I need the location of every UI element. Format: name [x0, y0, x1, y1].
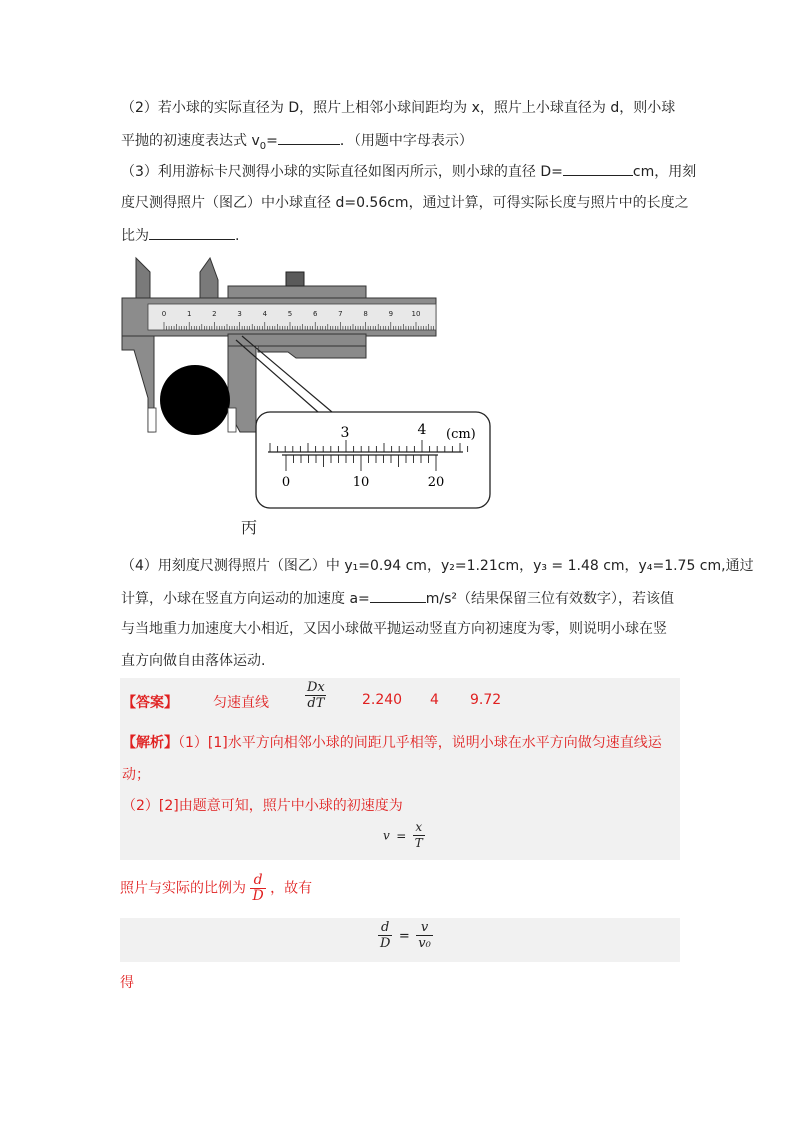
upper-fixed-jaw: [136, 258, 150, 298]
eq1-op: =: [396, 828, 407, 843]
q4-line2-suffix: m/s²（结果保留三位有效数字），若该值: [425, 591, 675, 607]
analysis-p1-line2: 动；: [122, 767, 150, 783]
q2-line2-sub: 0: [259, 140, 267, 152]
zoom-main-label-4: 4: [417, 422, 427, 438]
q2-answer-blank[interactable]: [278, 130, 340, 145]
zoom-vernier-label-10: 10: [352, 475, 370, 490]
thumb-screw: [286, 272, 304, 286]
main-scale-label: 6: [312, 310, 318, 318]
q3-line3-suffix: .: [235, 228, 240, 244]
q2-line2-suffix: ．（用题中字母表示）: [339, 133, 473, 149]
q2-line2-prefix: 平抛的初速度表达式 v: [121, 133, 260, 149]
eq2-op: =: [398, 928, 410, 944]
eq2-num2: v: [420, 920, 429, 935]
eq2-den1: D: [380, 936, 391, 951]
slider-lower-tab: [258, 346, 366, 358]
analysis-p4: 得: [120, 975, 134, 991]
main-scale-label: 7: [338, 310, 343, 318]
q3-line1-prefix: （3）利用游标卡尺测得小球的实际直径如图丙所示，则小球的直径 D=: [121, 164, 563, 180]
zoom-main-label-3: 3: [340, 425, 350, 441]
answer-item-4: 4: [430, 692, 439, 708]
vernier-caliper-figure: [118, 250, 498, 515]
answer-item-5: 9.72: [470, 692, 502, 708]
p3-frac-den: D: [252, 888, 264, 904]
q3-line1: [121, 161, 696, 182]
analysis-p1-line1: （1）[1]水平方向相邻小球的间距几乎相等，说明小球在水平方向做匀速直线运: [178, 735, 662, 751]
answer-label: 【答案】: [122, 695, 178, 711]
main-scale-label: 8: [363, 310, 368, 318]
eq1-den: T: [414, 836, 423, 850]
q2-line2: [121, 130, 473, 157]
zoom-vernier-label-0: 0: [281, 475, 291, 490]
answer-frac-den: dT: [307, 696, 325, 711]
main-scale-label: 0: [161, 310, 167, 318]
answer-item-3: 2.240: [362, 692, 403, 708]
main-scale-label: 3: [237, 310, 242, 318]
analysis-p3-prefix: 照片与实际的比例为: [120, 880, 246, 897]
eq1-lhs: v: [383, 828, 390, 843]
analysis-p3-suffix: ，故有: [270, 880, 313, 897]
answer-item-1: 匀速直线: [213, 695, 269, 711]
q4-line2: [121, 588, 674, 609]
vernier-plate: [228, 334, 366, 346]
eq2-num1: d: [381, 920, 390, 935]
q3-ratio-blank[interactable]: [149, 225, 235, 240]
q4-line2-prefix: 计算，小球在竖直方向运动的加速度 a=: [121, 591, 370, 607]
answer-frac-num: Dx: [307, 680, 325, 695]
q4-line4: 直方向做自由落体运动.: [121, 653, 266, 669]
fixed-jaw-tip: [148, 408, 156, 432]
q3-line3-prefix: 比为: [121, 228, 149, 244]
analysis-p3: [120, 873, 312, 904]
upper-moving-jaw: [200, 258, 218, 298]
moving-jaw-tip: [228, 408, 236, 432]
main-scale-label: 1: [186, 310, 192, 318]
zoom-vernier-label-20: 20: [427, 475, 445, 490]
main-scale-label: 5: [287, 310, 293, 318]
answer-fraction: [305, 680, 327, 711]
q3-line3: [121, 225, 239, 246]
eq2-den2: v₀: [418, 936, 431, 951]
main-scale-label: 9: [388, 310, 394, 318]
q4-accel-blank[interactable]: [370, 588, 426, 603]
ball: [160, 365, 230, 435]
equation-2: [378, 920, 433, 951]
analysis-p2: （2）[2]由题意可知，照片中小球的初速度为: [122, 798, 403, 814]
q3-diameter-blank[interactable]: [563, 161, 633, 176]
q2-line2-eq: =: [266, 133, 278, 149]
zoom-unit: (cm): [446, 427, 476, 442]
analysis-label: 【解析】: [122, 735, 178, 751]
q3-line2: 度尺测得照片（图乙）中小球直径 d=0.56cm，通过计算，可得实际长度与照片中的长度之: [121, 195, 689, 211]
main-scale-label: 2: [212, 310, 217, 318]
q2-line1: （2）若小球的实际直径为 D，照片上相邻小球间距均为 x，照片上小球直径为 d，则小球: [121, 100, 676, 116]
q3-line1-suffix: cm，用刻: [632, 164, 697, 180]
q4-line1: （4）用刻度尺测得照片（图乙）中 y₁=0.94 cm，y₂=1.21cm，y₃ = 1.48 cm，y₄=1.75 cm,通过: [121, 558, 754, 574]
main-scale-label: 4: [262, 310, 268, 318]
analysis-line1: [122, 733, 662, 753]
q4-line3: 与当地重力加速度大小相近，又因小球做平抛运动竖直方向初速度为零，则说明小球在竖: [121, 621, 667, 637]
equation-1: [383, 820, 425, 851]
eq1-num: x: [415, 820, 423, 834]
p3-frac-num: d: [253, 872, 263, 888]
figure-caption: 丙: [241, 518, 258, 537]
main-scale-label: 10: [411, 310, 421, 318]
